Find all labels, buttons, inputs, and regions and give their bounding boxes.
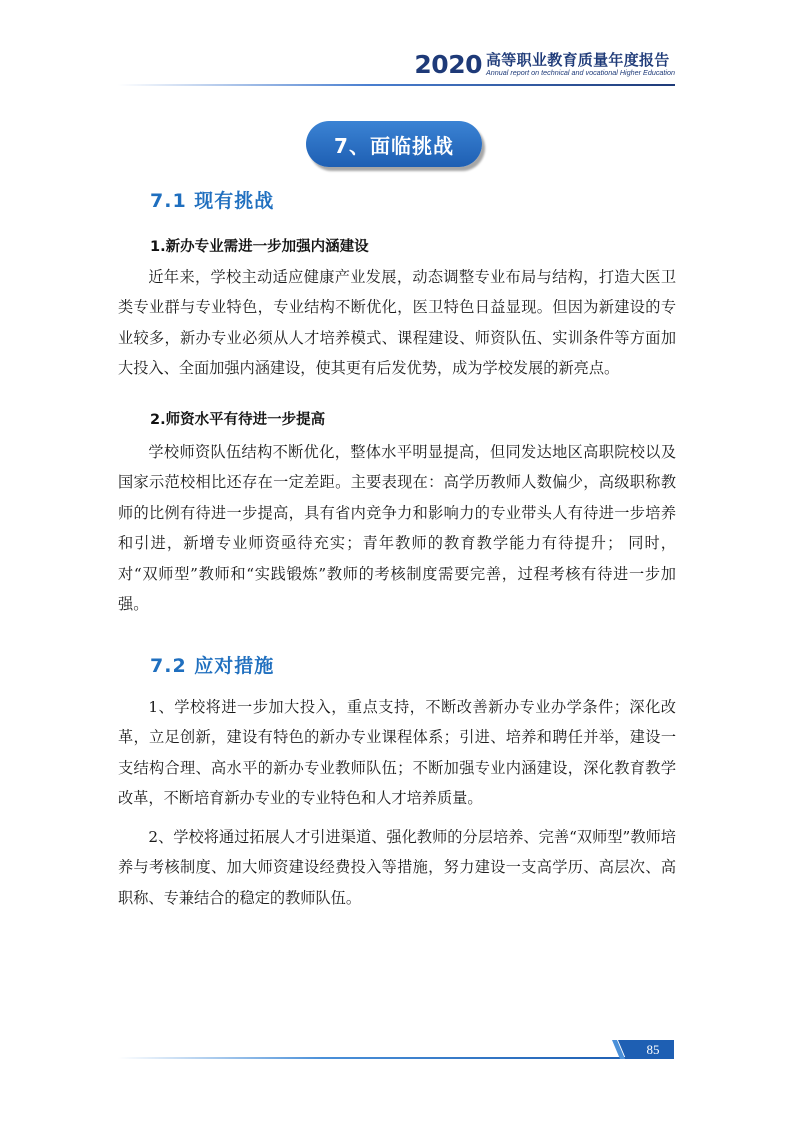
footer-divider bbox=[118, 1057, 630, 1059]
report-header bbox=[414, 52, 675, 77]
chapter-title: 7、面临挑战 bbox=[334, 133, 454, 158]
chapter-banner bbox=[306, 121, 482, 167]
page-number: 85 bbox=[646, 1042, 660, 1057]
header-title: 高等职业教育质量年度报告 bbox=[486, 51, 670, 69]
paragraph-teacher-level: 学校师资队伍结构不断优化，整体水平明显提高，但同发达地区高职院校以及国家示范校相比还存在一定差距。主要表现在：高学历教师人数偏少，高级职称教师的比例有待进一步提高，具有省内竞争力和影响力的专业带头人有待进一步培养和引进，新增专业师资亟待充实；青年教师的教育教学能力有待提升； 同时，对“双师型”教师和“实践锻炼”教师的考核制度需要完善，过程考核有待进一步加强。 bbox=[118, 443, 676, 614]
paragraph-new-majors: 近年来，学校主动适应健康产业发展，动态调整专业布局与结构，打造大医卫类专业群与专业特色，专业结构不断优化，医卫特色日益显现。但因为新建设的专业较多，新办专业必须从人才培养模式、课程建设、师资队伍、实训条件等方面加大投入、全面加强内涵建设，使其更有后发优势，成为学校发展的新亮点。 bbox=[118, 268, 676, 378]
paragraph-measure-1: 1、学校将进一步加大投入，重点支持，不断改善新办专业办学条件；深化改革，立足创新，建设有特色的新办专业课程体系；引进、培养和聘任并举，建设一支结构合理、高水平的新办专业教师队伍；不断加强专业内涵建设，深化教育教学改革，不断培育新办专业的专业特色和人才培养质量。 bbox=[118, 698, 676, 808]
subheading-new-majors: 1.新办专业需进一步加强内涵建设 bbox=[150, 239, 369, 255]
header-divider bbox=[118, 84, 675, 86]
section-heading-7-1: 7.1 现有挑战 bbox=[150, 190, 275, 212]
subheading-teacher-level: 2.师资水平有待进一步提高 bbox=[150, 412, 326, 428]
section-heading-7-2: 7.2 应对措施 bbox=[150, 655, 275, 677]
paragraph-measure-2: 2、学校将通过拓展人才引进渠道、强化教师的分层培养、完善“双师型”教师培养与考核制度、加大师资建设经费投入等措施，努力建设一支高学历、高层次、高职称、专兼结合的稳定的教师队伍。 bbox=[118, 828, 676, 907]
header-subtitle: Annual report on technical and vocational Higher Education bbox=[486, 68, 675, 77]
header-year: 2020 bbox=[414, 50, 482, 79]
